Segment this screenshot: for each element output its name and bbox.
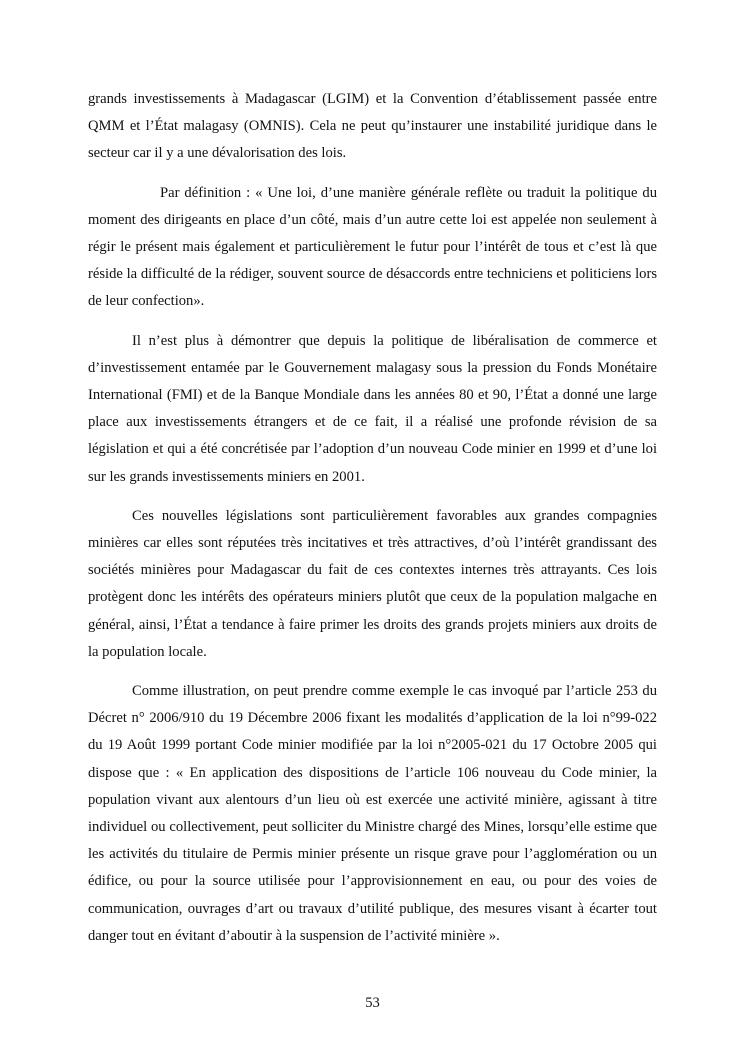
paragraph-continuation: grands investissements à Madagascar (LGIM) et la Convention d’établissement passée entre QMM et l’État malagasy (OMNIS). Cela ne peut qu’instaurer une instabilité juridique dans le secteur car il y a une dévalorisation des lois.	[88, 91, 657, 162]
paragraph-legislation: Ces nouvelles législations sont particulièrement favorables aux grandes compagnies minières car elles sont réputées très incitatives et très attractives, d’où l’intérêt grandissant des sociétés minières pour Madagascar du fait de ces contextes internes très attrayants. Ces lois protègent donc les intérêts des opérateurs miniers plutôt que ceux de la population malgache en général, ainsi, l’État a tendance à faire primer les droits des grands projets miniers aux droits de la population locale.	[88, 507, 657, 660]
paragraph-illustration: Comme illustration, on peut prendre comme exemple le cas invoqué par l’article 253 du Décret n° 2006/910 du 19 Décembre 2006 fixant les modalités d’application de la loi n°99-022 du 19 Août 1999 portant Code minier modifiée par la loi n°2005-021 du 17 Octobre 2005 qui dispose que : « En application des dispositions de l’article 106 nouveau du Code minier, la population vivant aux alentours d’un lieu où est exercée une activité minière, agissant à titre individuel ou collectivement, peut solliciter du Ministre chargé des Mines, lorsqu’elle estime que les activités du titulaire de Permis minier présente un risque grave pour l’agglomération ou un édifice, ou pour la source utilisée pour l’approvisionnement en eau, ou pour des voies de communication, ouvrages d’art ou travaux d’utilité publique, des mesures visant à écarter tout danger tout en évitant d’aboutir à la suspension de l’activité minière ».	[88, 683, 657, 944]
page-body	[88, 86, 657, 962]
paragraph-liberalisation: Il n’est plus à démontrer que depuis la politique de libéralisation de commerce et d’investissement entamée par le Gouvernement malagasy sous la pression du Fonds Monétaire International (FMI) et de la Banque Mondiale dans les années 80 et 90, l’État a donné une large place aux investissements étrangers et de ce fait, il a réalisé une profonde révision de sa législation et qui a été concrétisée par l’adoption d’un nouveau Code minier en 1999 et d’une loi sur les grands investissements miniers en 2001.	[88, 332, 657, 485]
paragraph-definition: Par définition : « Une loi, d’une manière générale reflète ou traduit la politique du moment des dirigeants en place d’un côté, mais d’un autre cette loi est appelée non seulement à régir le présent mais également et particulièrement le futur pour l’intérêt de tous et c’est là que réside la difficulté de la rédiger, souvent source de désaccords entre techniciens et politiciens lors de leur confection».	[88, 184, 657, 310]
page-number: 53	[365, 995, 380, 1011]
